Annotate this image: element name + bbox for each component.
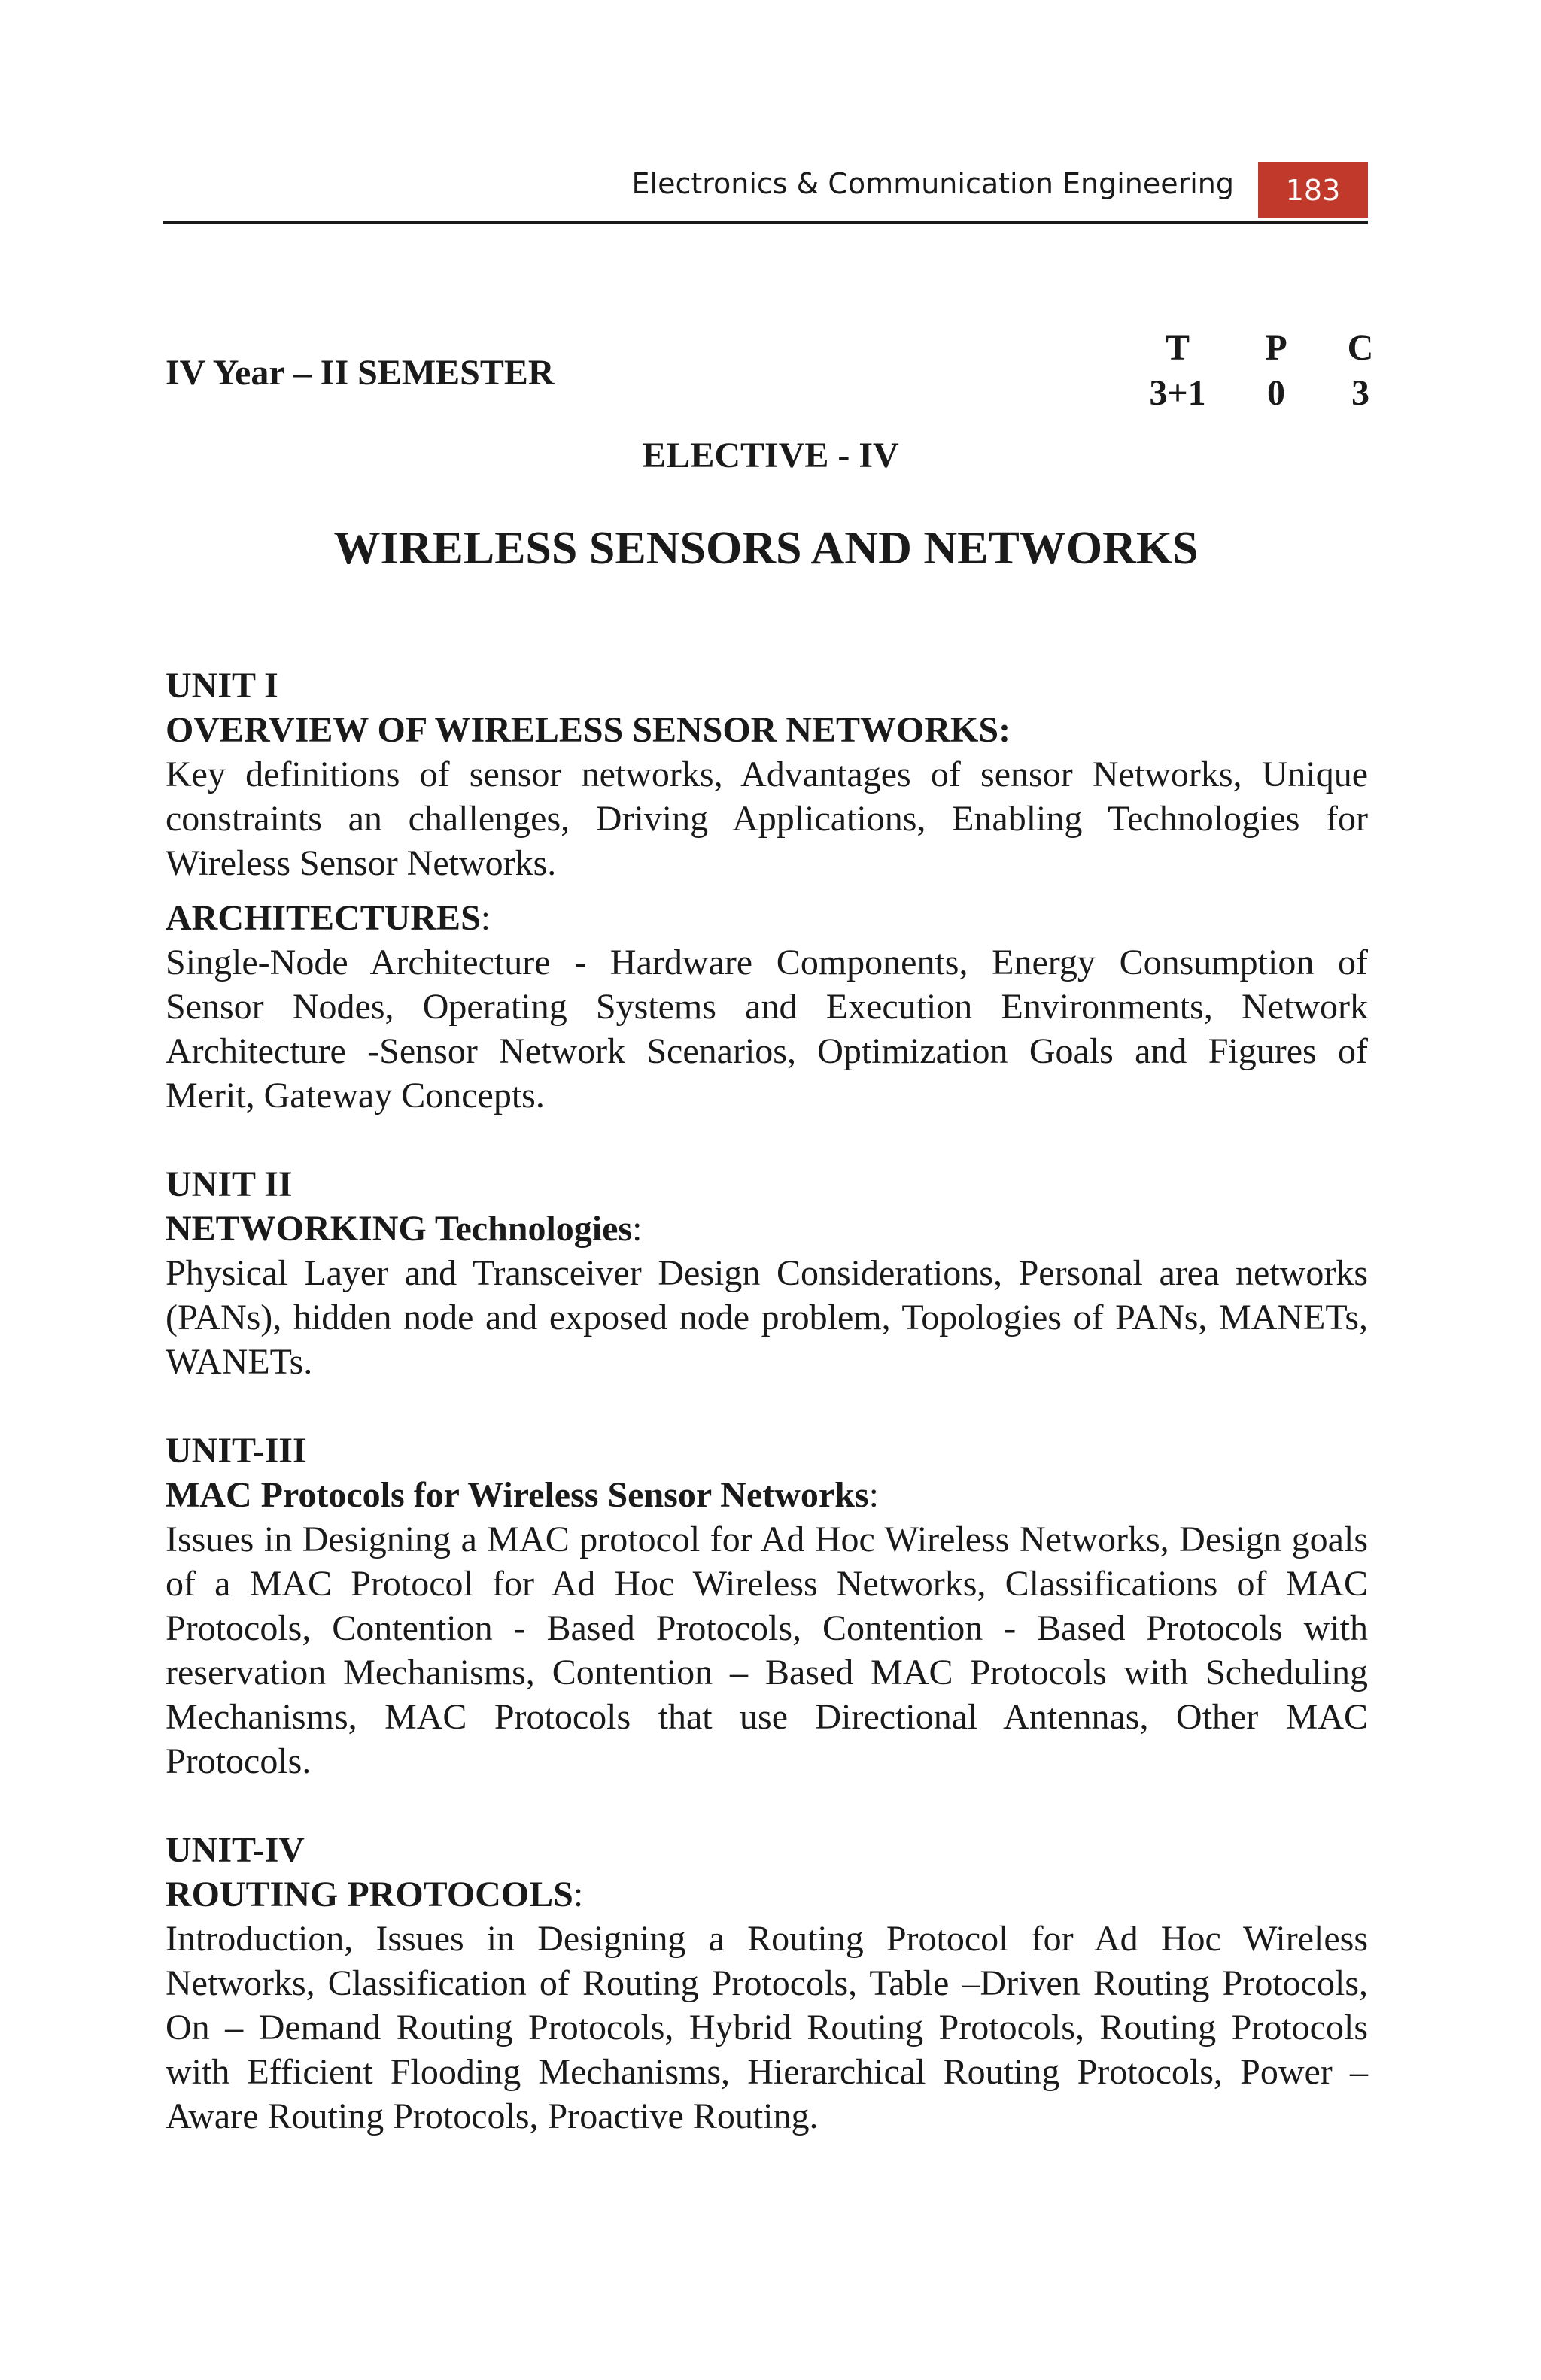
section-heading: OVERVIEW OF WIRELESS SENSOR NETWORKS: — [166, 710, 1011, 750]
credits-table — [1121, 325, 1403, 415]
section-heading: ARCHITECTURES: — [166, 898, 491, 938]
section-body: Introduction, Issues in Designing a Routing Protocol for Ad Hoc Wireless Networks, Classification of Routing Protocols, Table –Driven Routing Protocols, On – Demand Routing Protocols, Hybrid Routing Protocols, Routing Protocols with Efficient Flooding Mechanisms, Hierarchical Routing Protocols, Power – Aware Routing Protocols, Proactive Routing. — [166, 1919, 1368, 2136]
section-body: Single-Node Architecture - Hardware Components, Energy Consumption of Sensor Nodes, Operating Systems and Execution Environments, Network Architecture -Sensor Network Scenarios, Optimization Goals and Figures of Merit, Gateway Concepts. — [166, 943, 1368, 1116]
unit-label: UNIT I — [166, 666, 278, 706]
header-title: Electronics & Communication Engineering — [631, 167, 1234, 200]
section-body: Physical Layer and Transceiver Design Considerations, Personal area networks (PANs), hidden node and exposed node problem, Topologies of PANs, MANETs, WANETs. — [166, 1253, 1368, 1382]
semester-label: IV Year – II SEMESTER — [166, 353, 555, 393]
page-number: 183 — [1258, 162, 1368, 218]
section-heading: ROUTING PROTOCOLS: — [166, 1875, 584, 1914]
credits-value-c: 3 — [1351, 372, 1369, 413]
elective-label: ELECTIVE - IV — [642, 436, 899, 475]
unit-label: UNIT II — [166, 1164, 293, 1204]
unit-label: UNIT-III — [166, 1431, 307, 1471]
syllabus-content — [166, 663, 1368, 2139]
section-body: Issues in Designing a MAC protocol for Ad Hoc Wireless Networks, Design goals of a MAC Protocol for Ad Hoc Wireless Networks, Classifications of MAC Protocols, Contention - Based Protocols, Contention - Based Protocols with reservation Mechanisms, Contention – Based MAC Protocols with Scheduling Mechanisms, MAC Protocols that use Directional Antennas, Other MAC Protocols. — [166, 1519, 1368, 1781]
credits-header-p: P — [1265, 327, 1287, 368]
unit-label: UNIT-IV — [166, 1830, 305, 1870]
page-header — [163, 161, 1368, 224]
section-heading: NETWORKING Technologies: — [166, 1209, 643, 1249]
credits-header-c: C — [1347, 327, 1374, 368]
credits-value-p: 0 — [1267, 372, 1285, 413]
credits-value-t: 3+1 — [1149, 372, 1206, 413]
section-body: Key definitions of sensor networks, Advantages of sensor Networks, Unique constraints an challenges, Driving Applications, Enabling Technologies for Wireless Sensor Networks. — [166, 754, 1368, 883]
course-title: WIRELESS SENSORS AND NETWORKS — [333, 523, 1199, 574]
section-heading: MAC Protocols for Wireless Sensor Networks: — [166, 1475, 879, 1515]
credits-value-row — [1121, 370, 1403, 415]
credits-header-row — [1121, 325, 1403, 370]
credits-header-t: T — [1165, 327, 1190, 368]
